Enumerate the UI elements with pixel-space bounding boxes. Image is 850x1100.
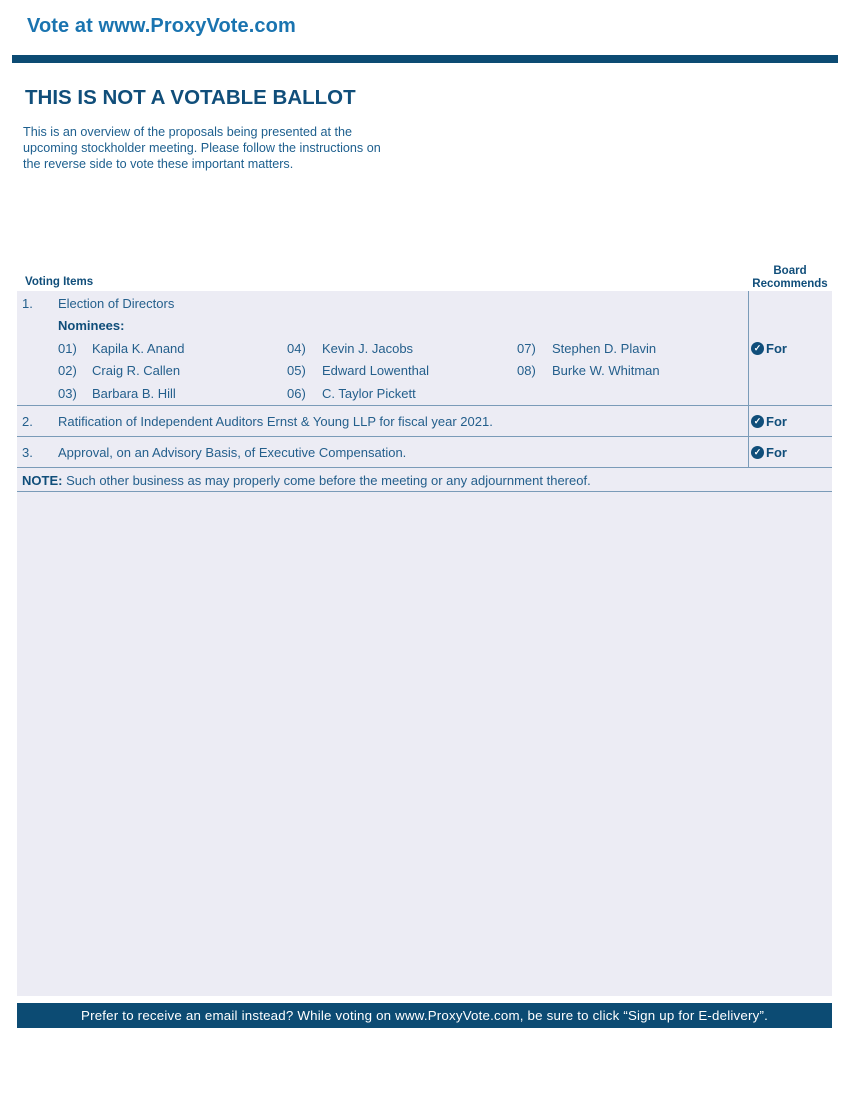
nominee-name: Craig R. Callen bbox=[92, 363, 181, 378]
edelivery-banner: Prefer to receive an email instead? While voting on www.ProxyVote.com, be sure to click “Sign up for E-delivery”. bbox=[17, 1003, 832, 1028]
nominee-name: Kevin J. Jacobs bbox=[322, 341, 414, 356]
board-recommendation bbox=[751, 445, 787, 460]
nominee-number: 08) bbox=[517, 363, 536, 378]
recommendation-column-divider bbox=[748, 291, 749, 468]
row-divider bbox=[17, 491, 832, 492]
nominee-name: C. Taylor Pickett bbox=[322, 386, 416, 401]
nominee-name: Stephen D. Plavin bbox=[552, 341, 657, 356]
intro-line: This is an overview of the proposals being presented at the bbox=[23, 125, 353, 139]
board-recommends-heading bbox=[748, 265, 832, 291]
board-heading-line: Board bbox=[773, 265, 807, 277]
row-divider bbox=[17, 467, 832, 468]
item-number: 3. bbox=[22, 445, 33, 460]
nominee-name: Kapila K. Anand bbox=[92, 341, 185, 356]
nominee-name: Barbara B. Hill bbox=[92, 386, 176, 401]
item-number: 1. bbox=[22, 296, 33, 311]
nominee-number: 03) bbox=[58, 386, 77, 401]
page-title: THIS IS NOT A VOTABLE BALLOT bbox=[25, 86, 356, 109]
recommendation-label: For bbox=[766, 414, 787, 429]
board-recommendation bbox=[751, 341, 787, 356]
nominee-number: 05) bbox=[287, 363, 306, 378]
nominee-number: 04) bbox=[287, 341, 306, 356]
intro-text bbox=[23, 124, 423, 172]
intro-line: the reverse side to vote these important matters. bbox=[23, 157, 294, 171]
check-circle-icon: ✓ bbox=[751, 446, 764, 459]
item-text: Approval, on an Advisory Basis, of Executive Compensation. bbox=[58, 445, 407, 460]
note-label: NOTE: bbox=[22, 473, 63, 488]
nominee-number: 02) bbox=[58, 363, 77, 378]
nominees-label: Nominees: bbox=[58, 318, 125, 333]
row-divider bbox=[17, 436, 832, 437]
proxyvote-link[interactable]: Vote at www.ProxyVote.com bbox=[27, 15, 296, 37]
intro-line: upcoming stockholder meeting. Please follow the instructions on bbox=[23, 141, 381, 155]
item-text: Ratification of Independent Auditors Ernst & Young LLP for fiscal year 2021. bbox=[58, 414, 493, 429]
recommendation-label: For bbox=[766, 445, 787, 460]
check-circle-icon: ✓ bbox=[751, 342, 764, 355]
note bbox=[22, 473, 591, 488]
voting-items-heading: Voting Items bbox=[25, 276, 94, 288]
item-number: 2. bbox=[22, 414, 33, 429]
nominee-number: 01) bbox=[58, 341, 77, 356]
nominee-number: 06) bbox=[287, 386, 306, 401]
note-text: Such other business as may properly come before the meeting or any adjournment thereof. bbox=[66, 473, 591, 488]
item-text: Election of Directors bbox=[58, 296, 175, 311]
nominee-name: Edward Lowenthal bbox=[322, 363, 429, 378]
recommendation-label: For bbox=[766, 341, 787, 356]
board-recommendation bbox=[751, 414, 787, 429]
board-heading-line: Recommends bbox=[752, 278, 828, 290]
nominee-name: Burke W. Whitman bbox=[552, 363, 660, 378]
nominee-number: 07) bbox=[517, 341, 536, 356]
check-circle-icon: ✓ bbox=[751, 415, 764, 428]
row-divider bbox=[17, 405, 832, 406]
header-divider bbox=[12, 55, 838, 63]
